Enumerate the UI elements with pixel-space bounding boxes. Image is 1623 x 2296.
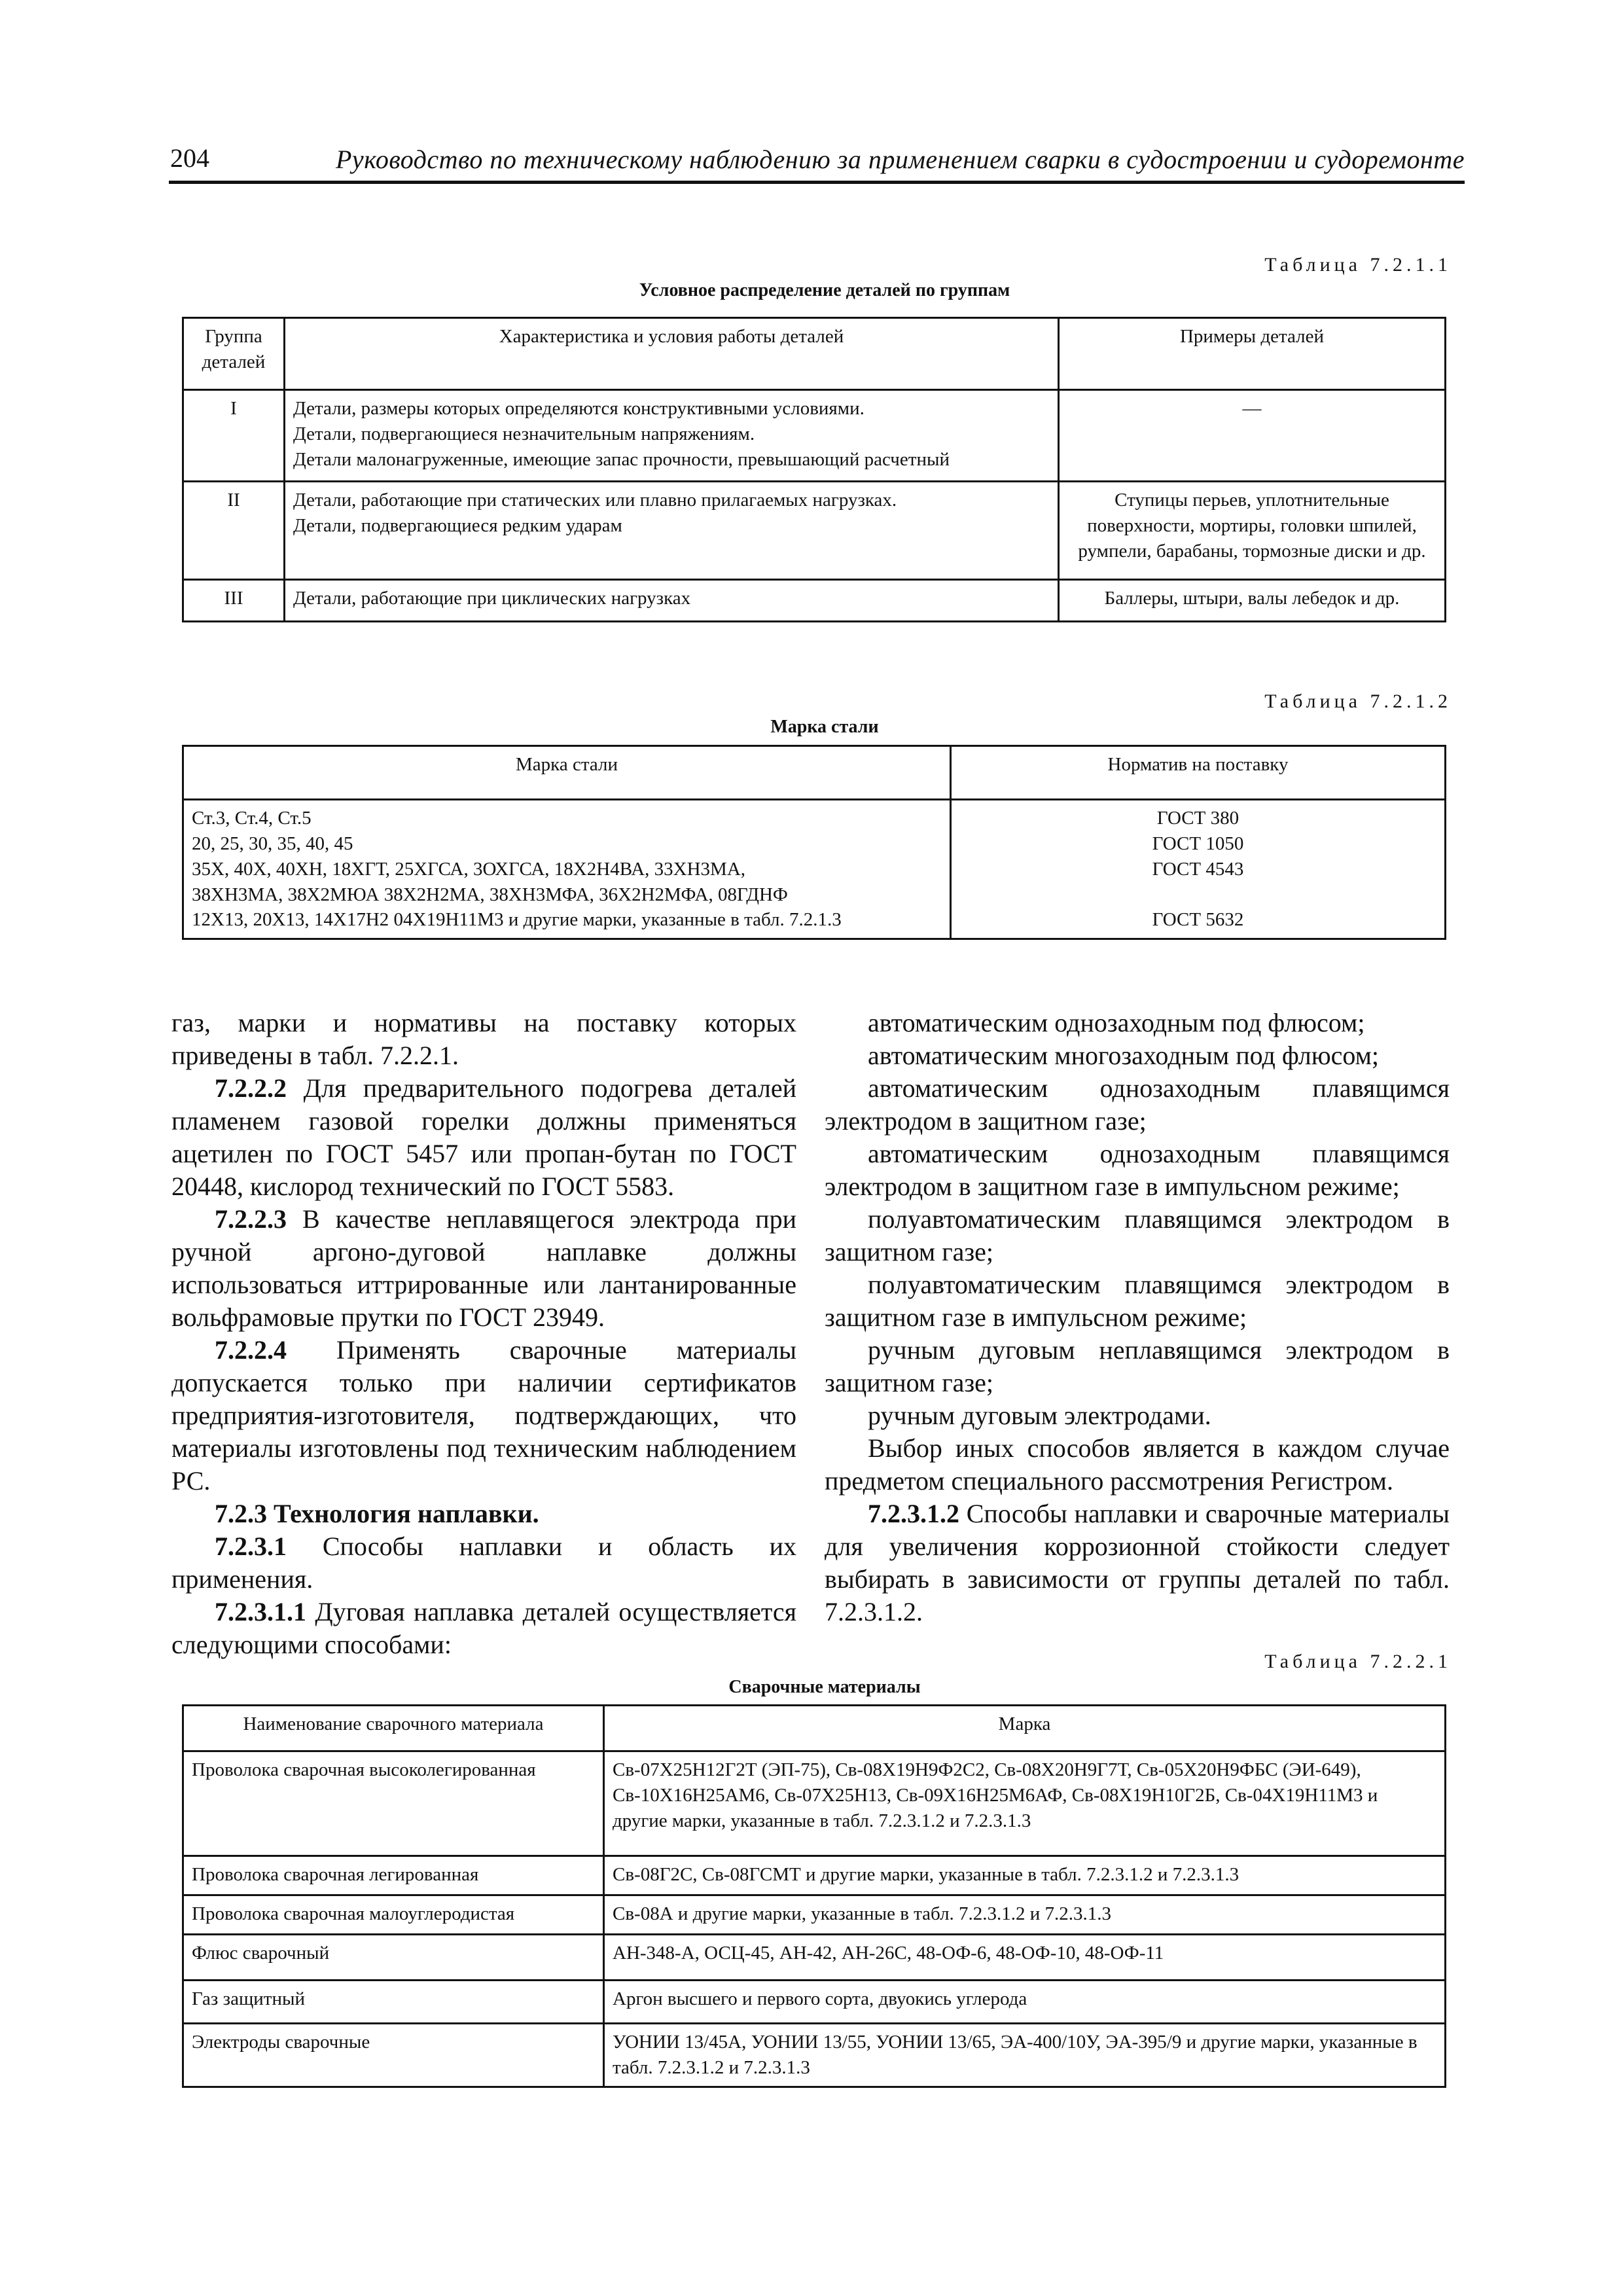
characteristic-line: Детали, подвергающиеся редким ударам [293, 514, 622, 536]
paragraph-text: автоматическим однозаходным под флюсом; [868, 1008, 1365, 1037]
clause-number: 7.2.2.4 [215, 1335, 287, 1365]
material-name-cell: Проволока сварочная легированная [183, 1856, 604, 1895]
table1-group-cell: I [183, 390, 285, 482]
material-grade-cell: УОНИИ 13/45А, УОНИИ 13/55, УОНИИ 13/65, ЭА-400/10У, ЭА-395/9 и другие марки, указанные в табл. 7.2.3.1.2 и 7.2.3.1.3 [604, 2024, 1446, 2087]
list-item [825, 1039, 1450, 1072]
paragraph-text: автоматическим однозаходным плавящимся электродом в защитном газе в импульсном режиме; [825, 1139, 1450, 1201]
paragraph-text: Применять сварочные материалы допускается только при наличии сертификатов предприятия-изготовителя, подтверждающих, что материалы изготовлены под техническим наблюдением РС. [171, 1335, 796, 1496]
section-heading [171, 1498, 796, 1530]
table1-col-group: Группа деталей [183, 318, 285, 390]
table3-title: Сварочные материалы [728, 1677, 921, 1697]
table3-number: Таблица 7.2.2.1 [1264, 1651, 1452, 1672]
table2 [182, 745, 1446, 940]
material-grade-cell: АН-348-А, ОСЦ-45, АН-42, АН-26С, 48-ОФ-6, 48-ОФ-10, 48-ОФ-11 [604, 1935, 1446, 1981]
paragraph-text: Способы наплавки и область их применения. [171, 1532, 796, 1594]
table1-examples-cell: Баллеры, штыри, валы лебедок и др. [1059, 580, 1446, 622]
table3-header-row [183, 1706, 1446, 1751]
table2-title: Марка стали [770, 717, 879, 737]
table1-number: Таблица 7.2.1.1 [1264, 254, 1452, 276]
table1-col-examples: Примеры деталей [1059, 318, 1446, 390]
characteristic-line: Детали, размеры которых определяются конструктивными условиями. [293, 398, 865, 419]
table1 [182, 317, 1446, 622]
body-right-column [825, 1007, 1450, 1628]
section-title: 7.2.3 Технология наплавки. [215, 1499, 539, 1528]
table-row [183, 1751, 1446, 1856]
standard-line: ГОСТ 4543 [1152, 858, 1244, 880]
material-grade-cell: Аргон высшего и первого сорта, двуокись углерода [604, 1981, 1446, 2024]
paragraph-text: ручным дуговым неплавящимся электродом в защитном газе; [825, 1335, 1450, 1397]
material-grade-cell: Св-08А и другие марки, указанные в табл. 7.2.3.1.2 и 7.2.3.1.3 [604, 1895, 1446, 1935]
list-item [825, 1203, 1450, 1268]
table1-characteristics-cell [285, 580, 1059, 622]
clause-number: 7.2.3.1.2 [868, 1499, 959, 1528]
list-item [825, 1072, 1450, 1138]
table2-col-grade: Марка стали [183, 746, 951, 800]
paragraph-text: Выбор иных способов является в каждом случае предметом специального рассмотрения Регистром. [825, 1433, 1450, 1496]
characteristic-line: Детали, подвергающиеся незначительным напряжениям. [293, 423, 755, 444]
paragraph [171, 1530, 796, 1596]
paragraph [171, 1203, 796, 1334]
paragraph-text: автоматическим однозаходным плавящимся электродом в защитном газе; [825, 1073, 1450, 1136]
standard-line: ГОСТ 380 [1156, 808, 1240, 829]
steel-grade-line: Ст.3, Ст.4, Ст.5 [192, 808, 312, 829]
list-item [825, 1334, 1450, 1399]
standard-line: ГОСТ 1050 [1152, 833, 1244, 854]
table1-examples-cell: Ступицы перьев, уплотнительные поверхности, мортиры, головки шпилей, румпели, барабаны, тормозные диски и др. [1059, 482, 1446, 580]
steel-grade-line: 35Х, 40Х, 40ХН, 18ХГТ, 25ХГСА, 3ОХГСА, 18Х2Н4ВА, 33ХН3МА, [192, 858, 746, 880]
steel-grade-line: 20, 25, 30, 35, 40, 45 [192, 833, 353, 854]
paragraph-text: Для предварительного подогрева деталей пламенем газовой горелки должны применяться ацетилен по ГОСТ 5457 или пропан-бутан по ГОСТ 20448, кислород технический по ГОСТ 5583. [171, 1073, 796, 1201]
table-row [183, 1895, 1446, 1935]
table2-col-standard: Норматив на поставку [951, 746, 1446, 800]
table1-group-cell: II [183, 482, 285, 580]
material-name-cell: Проволока сварочная малоуглеродистая [183, 1895, 604, 1935]
paragraph [171, 1072, 796, 1203]
table1-title: Условное распределение деталей по группам [639, 280, 1010, 300]
characteristic-line: Детали малонагруженные, имеющие запас прочности, превышающий расчетный [293, 448, 950, 470]
paragraph [825, 1432, 1450, 1498]
list-item [825, 1399, 1450, 1432]
material-name-cell: Флюс сварочный [183, 1935, 604, 1981]
paragraph-text: Способы наплавки и сварочные материалы для увеличения коррозионной стойкости следует выбирать в зависимости от группы деталей по табл. 7.2.3.1.2. [825, 1499, 1450, 1626]
running-title: Руководство по техническому наблюдению за применением сварки в судостроении и судоремонте [336, 145, 1465, 174]
table2-standards-cell [951, 800, 1446, 939]
material-name-cell: Электроды сварочные [183, 2024, 604, 2087]
table2-grades-cell [183, 800, 951, 939]
characteristic-line: Детали, работающие при статических или плавно прилагаемых нагрузках. [293, 490, 897, 511]
table2-header-row [183, 746, 1446, 800]
material-grade-cell: Св-08Г2С, Св-08ГСМТ и другие марки, указанные в табл. 7.2.3.1.2 и 7.2.3.1.3 [604, 1856, 1446, 1895]
material-name-cell: Проволока сварочная высоколегированная [183, 1751, 604, 1856]
table1-col-characteristics: Характеристика и условия работы деталей [285, 318, 1059, 390]
paragraph [171, 1596, 796, 1661]
paragraph-text: ручным дуговым электродами. [868, 1401, 1211, 1430]
paragraph [825, 1498, 1450, 1628]
table2-number: Таблица 7.2.1.2 [1264, 691, 1452, 712]
table1-group-cell: III [183, 580, 285, 622]
standard-line: ГОСТ 5632 [1152, 909, 1244, 931]
paragraph-text: автоматическим многозаходным под флюсом; [868, 1041, 1379, 1070]
table-row [183, 482, 1446, 580]
clause-number: 7.2.3.1.1 [215, 1597, 306, 1626]
table1-header-row [183, 318, 1446, 390]
paragraph-text: Дуговая наплавка деталей осуществляется следующими способами: [171, 1597, 796, 1659]
list-item [825, 1268, 1450, 1334]
steel-grade-line: 12Х13, 20Х13, 14Х17Н2 04Х19Н11М3 и другие марки, указанные в табл. 7.2.1.3 [192, 909, 842, 931]
characteristic-line: Детали, работающие при циклических нагрузках [293, 588, 691, 609]
material-name-cell: Газ защитный [183, 1981, 604, 2024]
page-header [169, 143, 1465, 184]
paragraph-text: полуавтоматическим плавящимся электродом в защитном газе; [825, 1204, 1450, 1266]
table-row [183, 2024, 1446, 2087]
table-row [183, 390, 1446, 482]
paragraph [171, 1334, 796, 1498]
paragraph [171, 1007, 796, 1072]
clause-number: 7.2.2.3 [215, 1204, 287, 1234]
table-row [183, 1981, 1446, 2024]
table-row [183, 1856, 1446, 1895]
body-left-column [171, 1007, 796, 1661]
list-item [825, 1138, 1450, 1203]
table-row [183, 1935, 1446, 1981]
clause-number: 7.2.2.2 [215, 1073, 287, 1103]
table-row [183, 800, 1446, 939]
paragraph-text: В качестве неплавящегося электрода при ручной аргоно-дуговой наплавке должны использоваться иттрированные или лантанированные вольфрамовые прутки по ГОСТ 23949. [171, 1204, 796, 1332]
page-number: 204 [170, 143, 209, 173]
paragraph-text: газ, марки и нормативы на поставку которых приведены в табл. 7.2.2.1. [171, 1008, 796, 1070]
clause-number: 7.2.3.1 [215, 1532, 287, 1561]
standard-line [959, 882, 1436, 908]
list-item [825, 1007, 1450, 1039]
table1-characteristics-cell [285, 390, 1059, 482]
table-row [183, 580, 1446, 622]
table3 [182, 1704, 1446, 2088]
table1-examples-cell: — [1059, 390, 1446, 482]
table3-col-name: Наименование сварочного материала [183, 1706, 604, 1751]
material-grade-cell: Св-07Х25Н12Г2Т (ЭП-75), Св-08Х19Н9Ф2С2, Св-08Х20Н9Г7Т, Св-05Х20Н9ФБС (ЭИ-649), Св-10Х16Н25АМ6, Св-07Х25Н13, Св-09Х16Н25М6АФ, Св-08Х19Н10Г2Б, Св-04Х19Н11М3 и другие марки, указанные в табл. 7.2.3.1.2 и 7.2.3.1.3 [604, 1751, 1446, 1856]
paragraph-text: полуавтоматическим плавящимся электродом в защитном газе в импульсном режиме; [825, 1270, 1450, 1332]
steel-grade-line: 38ХН3МА, 38Х2МЮА 38Х2Н2МА, 38ХН3МФА, 36Х2Н2МФА, 08ГДНФ [192, 884, 788, 905]
table3-col-grade: Марка [604, 1706, 1446, 1751]
table1-characteristics-cell [285, 482, 1059, 580]
